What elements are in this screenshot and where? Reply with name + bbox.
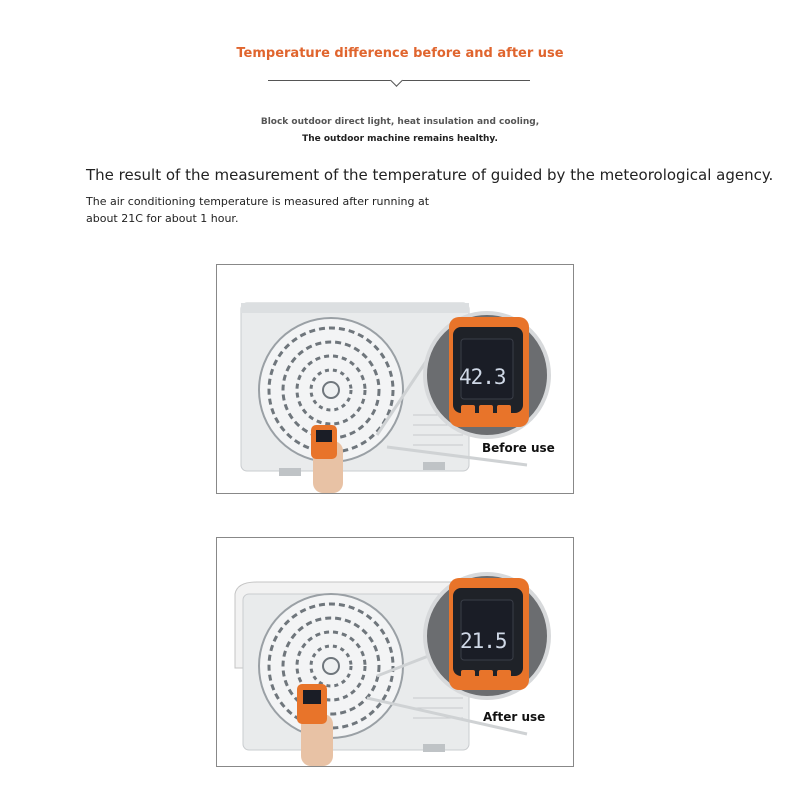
after-use-illustration xyxy=(217,538,573,766)
note-line-2: about 21C for about 1 hour. xyxy=(86,212,239,225)
temperature-reading: 21.5 xyxy=(460,629,507,653)
panel-label: Before use xyxy=(482,441,555,455)
header-title: Temperature difference before and after use xyxy=(236,46,564,61)
subtitle-line-1: Block outdoor direct light, heat insulation and cooling, xyxy=(260,117,540,127)
before-use-illustration xyxy=(217,265,573,493)
chevron-down-icon xyxy=(390,74,403,87)
before-use-panel xyxy=(216,264,574,494)
fan-icon xyxy=(259,594,403,738)
after-use-panel xyxy=(216,537,574,767)
note-line-1: The air conditioning temperature is measured after running at xyxy=(86,195,430,208)
subtitle-line-2: The outdoor machine remains healthy. xyxy=(302,134,498,144)
measurement-statement: The result of the measurement of the temperature of guided by the meteorological agency. xyxy=(86,166,774,184)
temperature-reading: 42.3 xyxy=(459,365,506,389)
panel-label: After use xyxy=(483,710,546,724)
measurement-note xyxy=(86,193,466,227)
